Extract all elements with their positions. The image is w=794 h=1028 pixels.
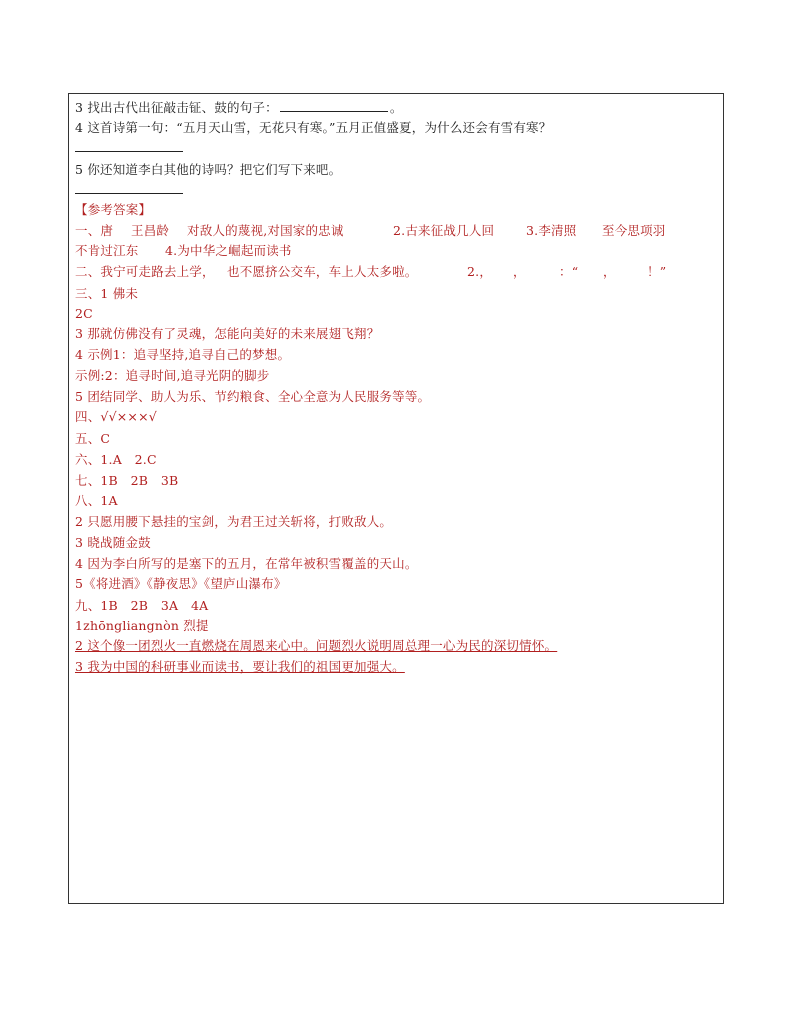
answer-2 (75, 263, 666, 281)
answer-6: 六、1.A 2.C (75, 452, 157, 467)
answer-1 (75, 222, 666, 240)
answer-1-part: 一、唐 (75, 223, 114, 238)
answer-1-part: 王昌龄 (131, 223, 170, 238)
answer-9-3: 2 这个像一团烈火一直燃烧在周恩来心中。问题烈火说明周总理一心为民的深切情怀。 (75, 638, 558, 653)
answer-1-part: 至今思项羽 (602, 223, 666, 238)
answer-3-6: 5 团结同学、助人为乐、节约粮食、全心全意为人民服务等等。 (75, 389, 431, 404)
answer-2-part: ， (603, 264, 616, 279)
worksheet-frame (68, 93, 724, 904)
answer-2-part: 也不愿挤公交车，车上人太多啦。 (227, 264, 418, 279)
answer-1-part: 对敌人的蔑视,对国家的忠诚 (187, 223, 344, 238)
answer-3-1: 三、1 佛未 (75, 286, 139, 301)
answer-2-part: 二、我宁可走路去上学， (75, 264, 215, 279)
answer-8-4: 4 因为李白所写的是塞下的五月，在常年被积雪覆盖的天山。 (75, 556, 418, 571)
question-3-text: 3 找出古代出征敲击钲、鼓的句子： (75, 100, 278, 115)
question-5: 5 你还知道李白其他的诗吗？把它们写下来吧。 (75, 162, 342, 177)
answer-2-part: 2.， (467, 264, 493, 279)
answer-5: 五、C (75, 431, 111, 446)
answer-2-part: ！” (647, 264, 667, 279)
answer-3-4: 4 示例1：追寻坚持,追寻自己的梦想。 (75, 347, 291, 362)
answer-blank (280, 99, 388, 112)
answer-8-1: 八、1A (75, 493, 118, 508)
answer-1-cont (75, 242, 292, 260)
question-4: 4 这首诗第一句：“五月天山雪，无花只有寒。”五月正值盛夏，为什么还会有雪有寒？ (75, 120, 552, 135)
answer-8-2: 2 只愿用腰下悬挂的宝剑，为君王过关斩将，打败敌人。 (75, 514, 393, 529)
answer-3-2: 2C (75, 306, 93, 321)
answer-rule (75, 151, 183, 152)
answer-3-5: 示例:2：追寻时间,追寻光阴的脚步 (75, 368, 270, 383)
answer-1-part: 不肯过江东 (75, 243, 139, 258)
answer-9-4: 3 我为中国的科研事业而读书，要让我们的祖国更加强大。 (75, 659, 405, 674)
answers-header: 【参考答案】 (75, 202, 152, 217)
question-3 (75, 99, 403, 117)
answer-7: 七、1B 2B 3B (75, 473, 179, 488)
answer-9-1: 九、1B 2B 3A 4A (75, 598, 209, 613)
answer-8-3: 3 晓战随金鼓 (75, 535, 151, 550)
answer-2-part: ， (513, 264, 526, 279)
answer-1-part: 4.为中华之崛起而读书 (165, 243, 292, 258)
question-3-end: 。 (389, 100, 403, 115)
answer-1-part: 2.古来征战几人回 (393, 223, 495, 238)
answer-8-5: 5《将进酒》《静夜思》《望庐山瀑布》 (75, 576, 287, 591)
answer-rule (75, 193, 183, 194)
answer-9-2: 1zhōngliangnòn 烈提 (75, 618, 209, 633)
answer-1-part: 3.李清照 (526, 223, 577, 238)
answer-3-3: 3 那就仿佛没有了灵魂，怎能向美好的未来展翅飞翔？ (75, 326, 380, 341)
answer-4: 四、√√×××√ (75, 409, 157, 424)
answer-2-part: ：“ (559, 264, 579, 279)
